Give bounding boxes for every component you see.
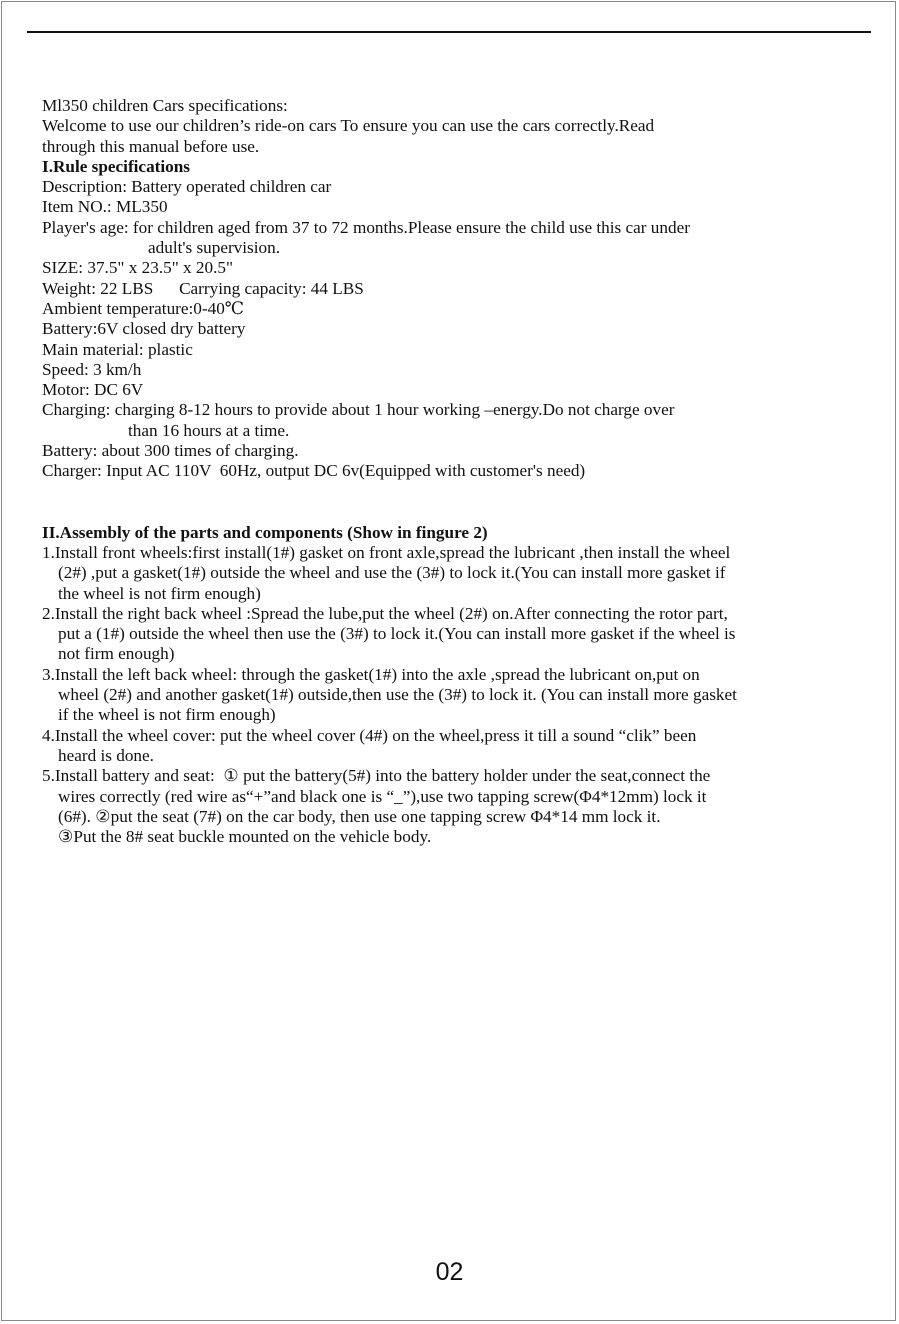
step-line: 3.Install the left back wheel: through the gasket(1#) into the axle ,spread the lubricant on,put on — [42, 664, 700, 684]
document-body — [42, 96, 862, 847]
spec-charger: Charger: Input AC 110V 60Hz, output DC 6v(Equipped with customer's need) — [42, 461, 586, 481]
step-line: if the wheel is not firm enough) — [58, 705, 276, 725]
spec-charging-2: than 16 hours at a time. — [128, 420, 290, 440]
assembly-step-2 — [42, 604, 862, 665]
spec-players-age-1: Player's age: for children aged from 37 to 72 months.Please ensure the child use this car under — [42, 217, 690, 237]
spec-weight: Weight: 22 LBS Carrying capacity: 44 LBS — [42, 278, 364, 298]
spec-battery-life: Battery: about 300 times of charging. — [42, 441, 299, 461]
step-line: 1.Install front wheels:first install(1#) gasket on front axle,spread the lubricant ,then install the wheel — [42, 542, 731, 562]
step-line: not firm enough) — [58, 644, 175, 664]
spec-charging-1: Charging: charging 8-12 hours to provide about 1 hour working –energy.Do not charge over — [42, 400, 675, 420]
welcome-line-1: Welcome to use our children’s ride-on cars To ensure you can use the cars correctly.Read — [42, 116, 655, 136]
section1-heading: I.Rule specifications — [42, 156, 190, 176]
step-line: heard is done. — [58, 745, 154, 765]
step-line: wheel (2#) and another gasket(1#) outside,then use the (3#) to lock it. (You can install more gasket — [58, 685, 737, 705]
spec-size: SIZE: 37.5" x 23.5" x 20.5" — [42, 258, 234, 278]
spec-players-age-2: adult's supervision. — [148, 238, 280, 258]
step-line: 5.Install battery and seat: ① put the battery(5#) into the battery holder under the seat,connect the — [42, 766, 711, 786]
step-line: (2#) ,put a gasket(1#) outside the wheel and use the (3#) to lock it.(You can install more gasket if — [58, 563, 726, 583]
spec-battery-type: Battery:6V closed dry battery — [42, 319, 246, 339]
section2-heading: II.Assembly of the parts and components (Show in fingure 2) — [42, 522, 488, 542]
step-line: wires correctly (red wire as“+”and black one is “_”),use two tapping screw(Φ4*12mm) lock it — [58, 786, 707, 806]
spec-motor: Motor: DC 6V — [42, 380, 144, 400]
assembly-step-3 — [42, 665, 862, 726]
spec-ambient: Ambient temperature:0-40℃ — [42, 298, 245, 318]
assembly-step-4 — [42, 726, 862, 767]
step-line: 2.Install the right back wheel :Spread the lube,put the wheel (2#) on.After connecting the rotor part, — [42, 603, 728, 623]
step-line: (6#). ②put the seat (7#) on the car body, then use one tapping screw Φ4*14 mm lock it. — [58, 806, 661, 826]
spec-description: Description: Battery operated children car — [42, 177, 332, 197]
spec-material: Main material: plastic — [42, 339, 193, 359]
top-rule — [27, 31, 871, 33]
section-gap — [42, 482, 862, 523]
assembly-step-1 — [42, 543, 862, 604]
step-line: put a (1#) outside the wheel then use the (3#) to lock it.(You can install more gasket if the wheel is — [58, 624, 736, 644]
page-number: 02 — [435, 1258, 464, 1286]
step-line: 4.Install the wheel cover: put the wheel cover (4#) on the wheel,press it till a sound “clik” been — [42, 725, 697, 745]
assembly-step-5 — [42, 766, 862, 847]
spec-item-no: Item NO.: ML350 — [42, 197, 168, 217]
welcome-line-2: through this manual before use. — [42, 136, 260, 156]
doc-title: Ml350 children Cars specifications: — [42, 96, 288, 115]
step-line: the wheel is not firm enough) — [58, 583, 261, 603]
spec-speed: Speed: 3 km/h — [42, 359, 142, 379]
step-line: ③Put the 8# seat buckle mounted on the vehicle body. — [58, 827, 432, 847]
